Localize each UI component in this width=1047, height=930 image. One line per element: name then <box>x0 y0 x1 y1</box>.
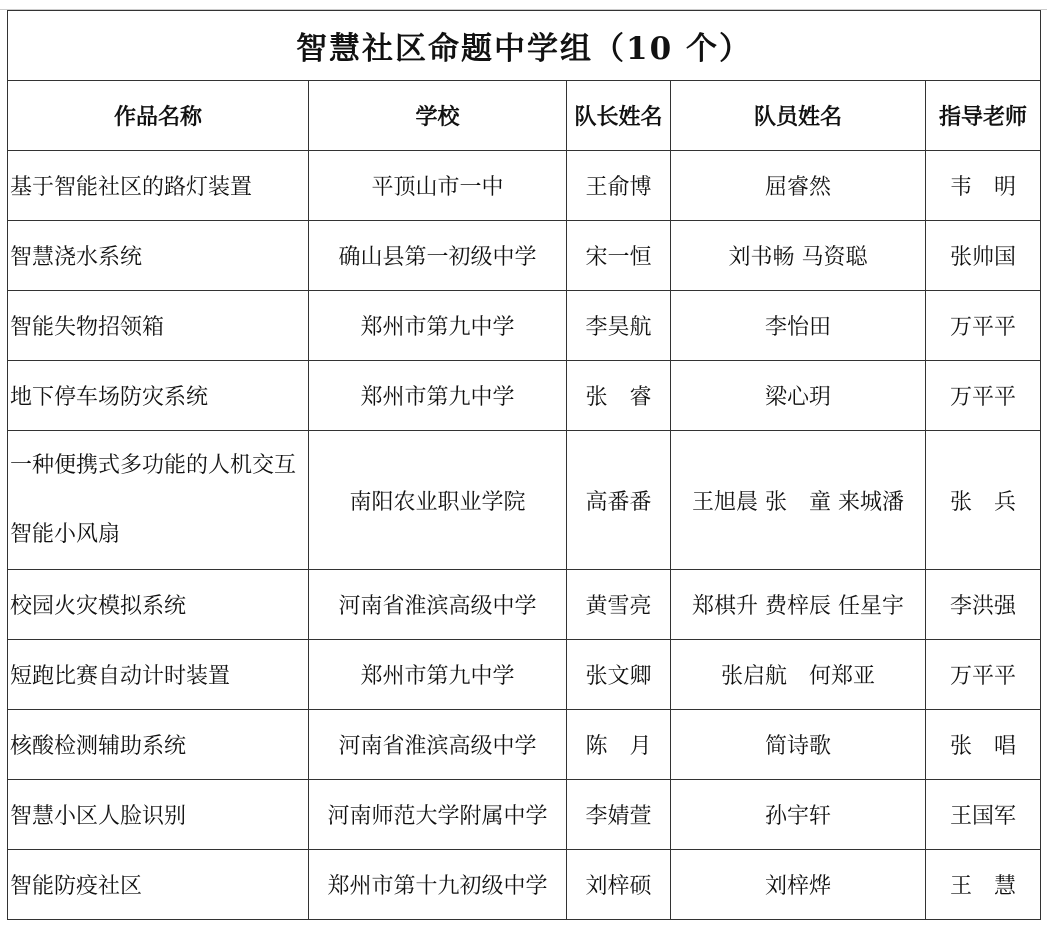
cell-teacher: 张 唱 <box>926 710 1041 780</box>
table-row <box>8 221 1041 291</box>
cell-captain: 张 睿 <box>567 361 671 431</box>
cell-captain: 宋一恒 <box>567 221 671 291</box>
cell-work-name: 短跑比赛自动计时装置 <box>8 640 309 710</box>
cell-members: 王旭晨 张 童 来城潘 <box>671 431 926 570</box>
cell-work-name: 基于智能社区的路灯装置 <box>8 151 309 221</box>
cell-school: 平顶山市一中 <box>309 151 567 221</box>
header-captain: 队长姓名 <box>567 81 671 151</box>
table-row <box>8 710 1041 780</box>
cell-teacher: 李洪强 <box>926 570 1041 640</box>
cell-work-name: 核酸检测辅助系统 <box>8 710 309 780</box>
table-row <box>8 570 1041 640</box>
header-row <box>8 81 1041 151</box>
cell-teacher: 万平平 <box>926 361 1041 431</box>
cell-teacher: 张帅国 <box>926 221 1041 291</box>
cell-captain: 黄雪亮 <box>567 570 671 640</box>
cell-teacher: 张 兵 <box>926 431 1041 570</box>
header-members: 队员姓名 <box>671 81 926 151</box>
table-row <box>8 151 1041 221</box>
cell-school: 河南省淮滨高级中学 <box>309 570 567 640</box>
cell-school: 河南师范大学附属中学 <box>309 780 567 850</box>
header-work-name: 作品名称 <box>8 81 309 151</box>
cell-captain: 李昊航 <box>567 291 671 361</box>
cell-school: 河南省淮滨高级中学 <box>309 710 567 780</box>
cell-school: 郑州市第十九初级中学 <box>309 850 567 920</box>
cell-members: 郑棋升 费梓辰 任星宇 <box>671 570 926 640</box>
cell-captain: 张文卿 <box>567 640 671 710</box>
cell-work-name: 地下停车场防灾系统 <box>8 361 309 431</box>
cell-school: 南阳农业职业学院 <box>309 431 567 570</box>
cell-school: 郑州市第九中学 <box>309 640 567 710</box>
header-school: 学校 <box>309 81 567 151</box>
cell-members: 简诗歌 <box>671 710 926 780</box>
table-row <box>8 850 1041 920</box>
cell-members: 屈睿然 <box>671 151 926 221</box>
cell-captain: 陈 月 <box>567 710 671 780</box>
header-teacher: 指导老师 <box>926 81 1041 151</box>
table-row <box>8 431 1041 570</box>
table-row <box>8 291 1041 361</box>
cell-members: 李怡田 <box>671 291 926 361</box>
cell-teacher: 王 慧 <box>926 850 1041 920</box>
cell-members: 刘梓烨 <box>671 850 926 920</box>
cell-work-name: 智能防疫社区 <box>8 850 309 920</box>
cell-captain: 王俞博 <box>567 151 671 221</box>
document-sheet <box>7 10 1040 920</box>
cell-members: 刘书畅 马资聪 <box>671 221 926 291</box>
cell-work-name: 智慧浇水系统 <box>8 221 309 291</box>
title-row <box>8 11 1041 81</box>
table-title: 智慧社区命题中学组（10 个） <box>8 11 1041 81</box>
cell-work-name: 智能失物招领箱 <box>8 291 309 361</box>
cell-members: 孙宇轩 <box>671 780 926 850</box>
cell-school: 郑州市第九中学 <box>309 291 567 361</box>
cell-members: 张启航 何郑亚 <box>671 640 926 710</box>
cell-teacher: 王国军 <box>926 780 1041 850</box>
cell-captain: 刘梓硕 <box>567 850 671 920</box>
table-row <box>8 640 1041 710</box>
cell-teacher: 万平平 <box>926 640 1041 710</box>
cell-captain: 李婧萱 <box>567 780 671 850</box>
cell-work-name: 智慧小区人脸识别 <box>8 780 309 850</box>
cell-school: 郑州市第九中学 <box>309 361 567 431</box>
cell-captain: 高番番 <box>567 431 671 570</box>
cell-teacher: 万平平 <box>926 291 1041 361</box>
cell-school: 确山县第一初级中学 <box>309 221 567 291</box>
table-row <box>8 361 1041 431</box>
table-row <box>8 780 1041 850</box>
cell-members: 梁心玥 <box>671 361 926 431</box>
award-table <box>7 10 1041 920</box>
cell-work-name: 校园火灾模拟系统 <box>8 570 309 640</box>
cell-work-name: 一种便携式多功能的人机交互智能小风扇 <box>8 431 309 570</box>
cell-teacher: 韦 明 <box>926 151 1041 221</box>
